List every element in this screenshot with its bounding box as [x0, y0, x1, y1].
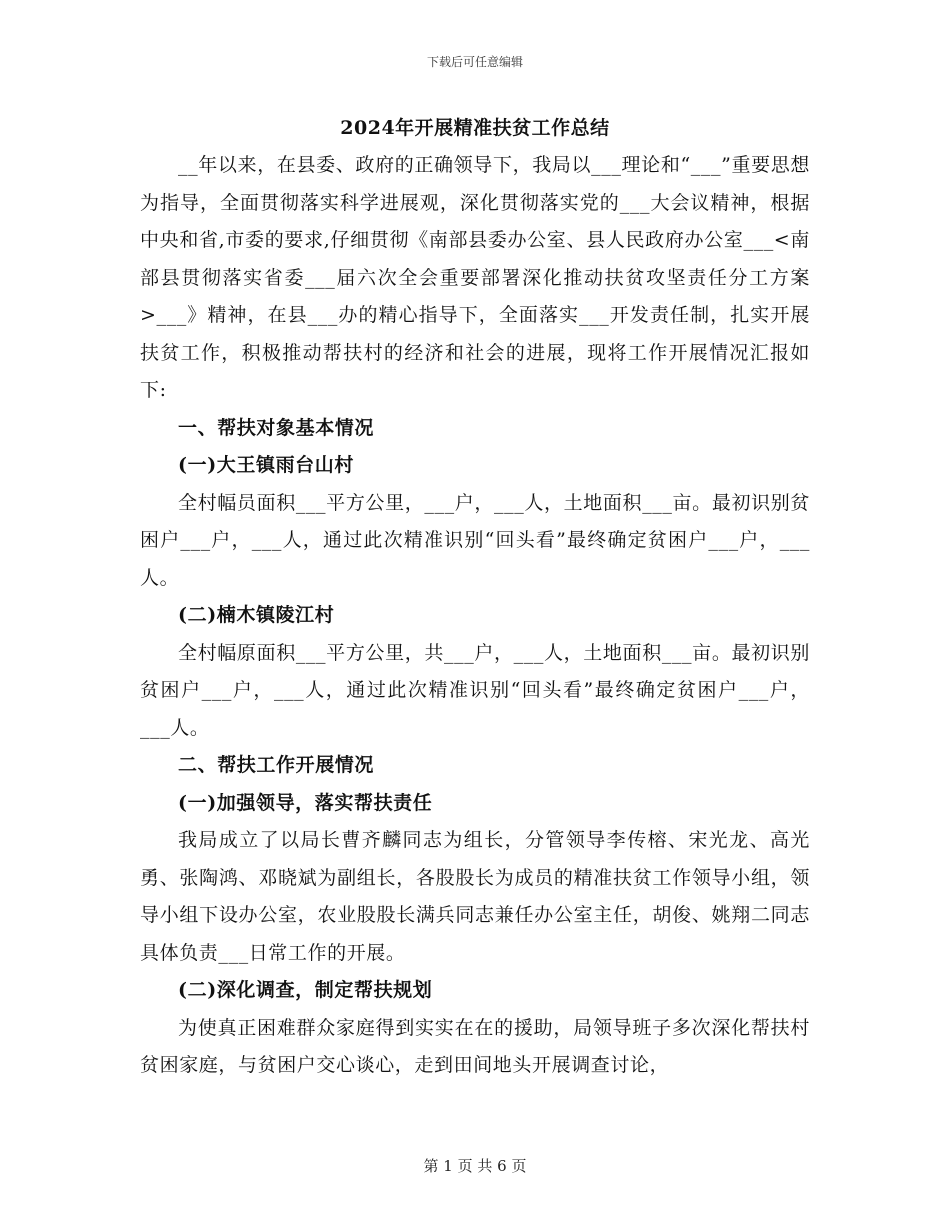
header-note: 下载后可任意编辑 [426, 55, 523, 69]
paragraph-village-2: 全村幅原面积___平方公里，共___户，___人，土地面积___亩。最初识别贫困户___户，___人，通过此次精准识别“回头看”最终确定贫困户___户，___人。 [140, 641, 810, 739]
paragraph-intro: __年以来，在县委、政府的正确领导下，我局以___理论和“___”重要思想为指导，全面贯彻落实科学进展观，深化贯彻落实党的___大会议精神，根据中央和省,市委的要求,仔细贯彻《南部县委办公室、县人民政府办公室___<南部县贯彻落实省委___届六次全会重要部署深化推动扶贫攻坚责任分工方案>___》精神，在县___办的精心指导下，全面落实___开发责任制，扎实开展扶贫工作，积极推动帮扶村的经济和社会的进展，现将工作开展情况汇报如下: [140, 154, 810, 401]
section-heading-1: 一、帮扶对象基本情况 [178, 416, 375, 439]
subsection-heading-2-2: (二)深化调查，制定帮扶规划 [178, 979, 433, 1001]
section-heading-2: 二、帮扶工作开展情况 [178, 754, 375, 776]
document-body [140, 147, 810, 1085]
subsection-heading-2-1: (一)加强领导，落实帮扶责任 [178, 791, 433, 814]
paragraph-investigation: 为使真正困难群众家庭得到实实在在的援助，局领导班子多次深化帮扶村贫困家庭，与贫困户交心谈心，走到田间地头开展调查讨论， [140, 1016, 810, 1076]
page-footer: 第 1 页 共 6 页 [423, 1157, 527, 1175]
subsection-heading-1-1: (一)大王镇雨台山村 [178, 454, 354, 476]
document-title: 2024年开展精准扶贫工作总结 [340, 117, 610, 139]
subsection-heading-1-2: (二)楠木镇陵江村 [178, 604, 335, 626]
paragraph-village-1: 全村幅员面积___平方公里，___户，___人，土地面积___亩。最初识别贫困户___户，___人，通过此次精准识别“回头看”最终确定贫困户___户，___人。 [140, 491, 810, 589]
paragraph-leadership: 我局成立了以局长曹齐麟同志为组长，分管领导李传榕、宋光龙、高光勇、张陶鸿、邓晓斌为副组长，各股股长为成员的精准扶贫工作领导小组，领导小组下设办公室，农业股股长满兵同志兼任办公室主任，胡俊、姚翔二同志具体负责___日常工作的开展。 [140, 829, 810, 964]
